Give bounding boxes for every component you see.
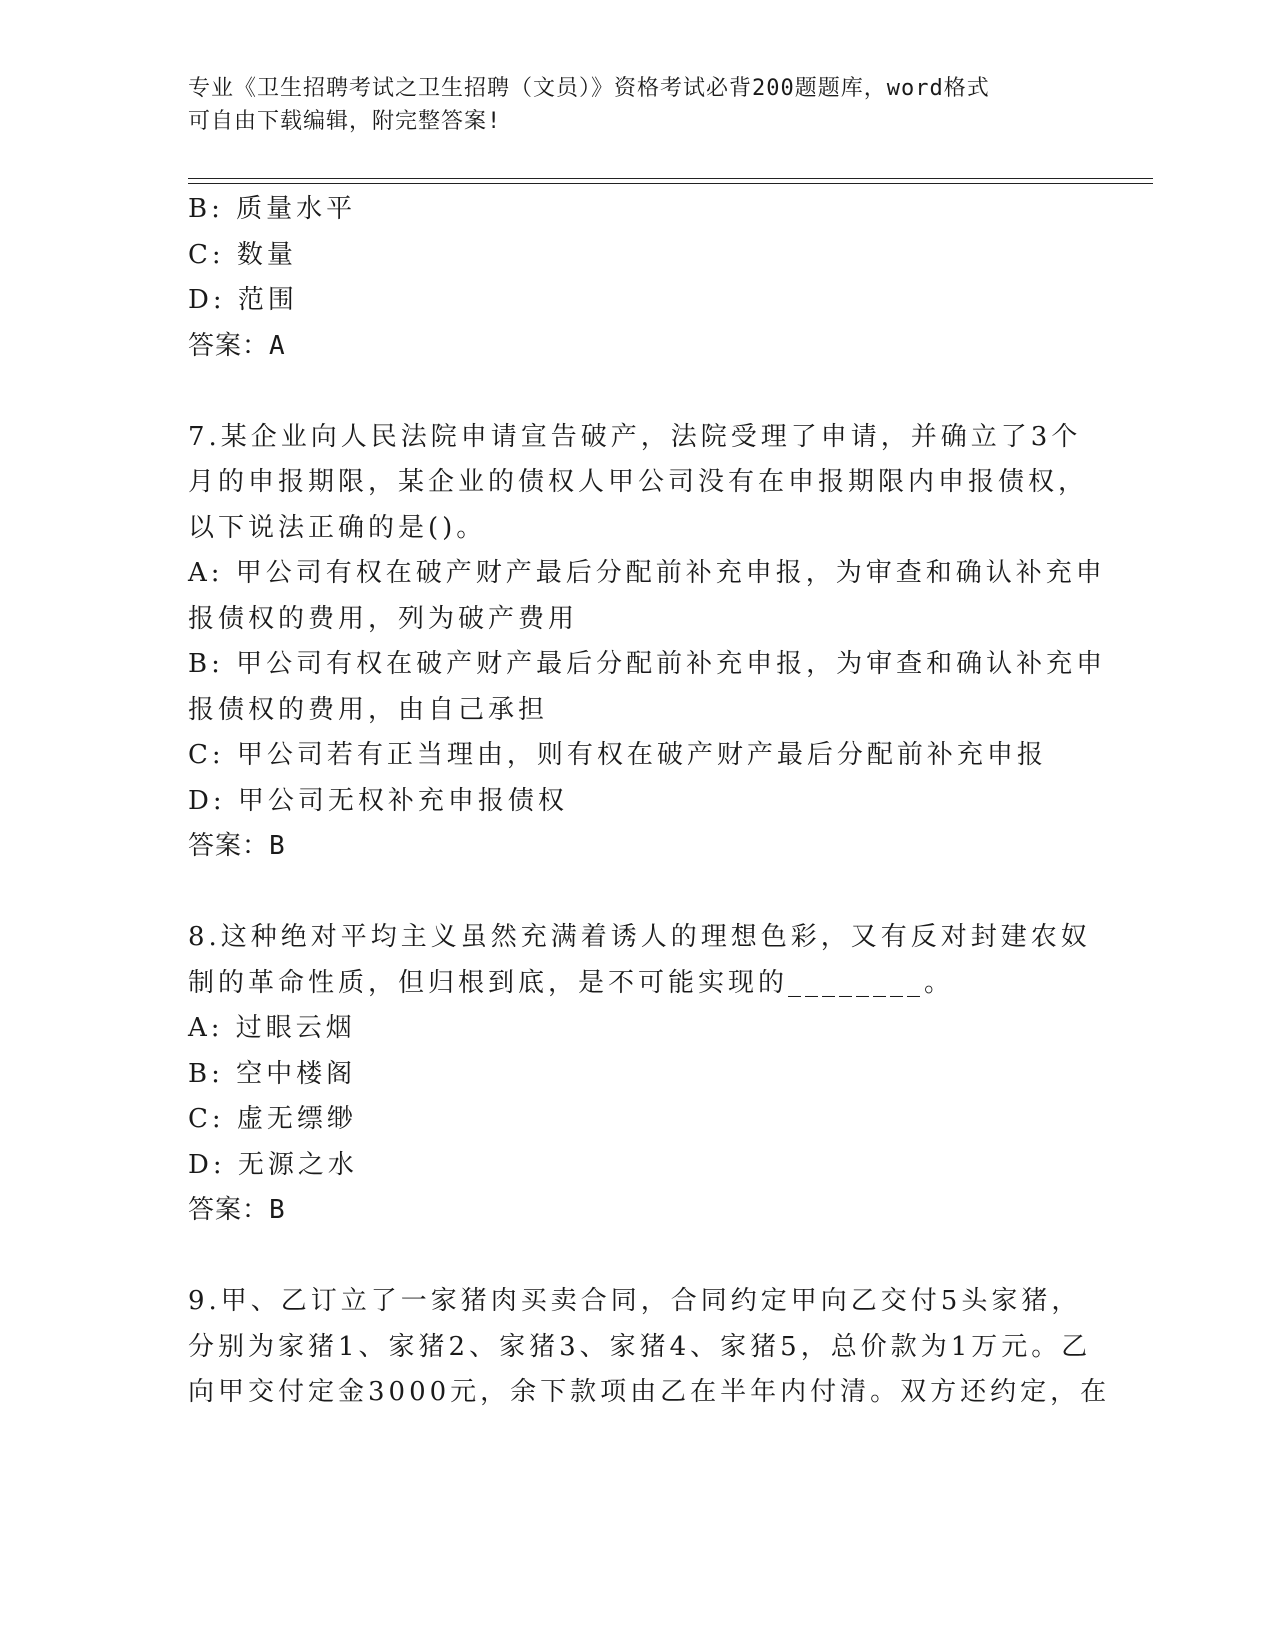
question-spacer — [188, 870, 1088, 916]
previous-question-options — [188, 187, 1088, 369]
option-d: D: 甲公司无权补充申报债权 — [188, 785, 568, 816]
option-d: D: 范围 — [188, 285, 298, 315]
option-a: A: 甲公司有权在破产财产最后分配前补充申报，为审查和确认补充申 — [188, 558, 1106, 588]
option-d: D: 无源之水 — [188, 1149, 358, 1180]
option-b: B: 空中楼阁 — [188, 1058, 357, 1089]
question-stem-line: 9.甲、乙订立了一家猪肉买卖合同，合同约定甲向乙交付5头家猪， — [188, 1286, 1082, 1316]
answer-line: 答案：B — [188, 831, 286, 861]
option-b-continued: 报债权的费用，由自己承担 — [188, 694, 549, 725]
question-stem-line: 向甲交付定金3000元，余下款项由乙在半年内付清。双方还约定，在 — [188, 1377, 1111, 1407]
question-spacer — [188, 1234, 1088, 1280]
option-b: B: 甲公司有权在破产财产最后分配前补充申报，为审查和确认补充申 — [188, 649, 1107, 679]
option-c: C: 甲公司若有正当理由，则有权在破产财产最后分配前补充申报 — [188, 740, 1047, 770]
question-stem-line: 7.某企业向人民法院申请宣告破产，法院受理了申请，并确立了3个 — [188, 421, 1082, 452]
option-c: C: 数量 — [188, 239, 297, 270]
header-title-line: 专业《卫生招聘考试之卫生招聘（文员）》资格考试必背200题题库，word格式 — [188, 76, 990, 101]
option-b: B: 质量水平 — [188, 194, 357, 224]
answer-line: 答案：B — [188, 1195, 286, 1225]
question-7 — [188, 415, 1107, 870]
option-a: A: 过眼云烟 — [188, 1013, 356, 1043]
document-body — [188, 187, 1111, 1416]
question-stem-line: 制的革命性质，但归根到底，是不可能实现的________。 — [188, 967, 955, 998]
question-stem-line: 分别为家猪1、家猪2、家猪3、家猪4、家猪5，总价款为1万元。乙 — [188, 1331, 1092, 1362]
question-stem-line: 8.这种绝对平均主义虽然充满着诱人的理想色彩，又有反对封建农奴 — [188, 922, 1091, 952]
header-divider — [188, 178, 1153, 184]
question-stem-line: 月的申报期限，某企业的债权人甲公司没有在申报期限内申报债权， — [188, 467, 1089, 497]
question-stem-line: 以下说法正确的是()。 — [188, 512, 487, 543]
question-9 — [188, 1279, 1111, 1416]
option-a-continued: 报债权的费用，列为破产费用 — [188, 603, 579, 634]
question-spacer — [188, 369, 1088, 415]
question-8 — [188, 915, 1091, 1234]
option-c: C: 虚无缥缈 — [188, 1104, 357, 1134]
header-subtitle-line: 可自由下载编辑，附完整答案! — [188, 109, 502, 134]
page-header — [188, 72, 1088, 138]
answer-line: 答案：A — [188, 330, 286, 361]
